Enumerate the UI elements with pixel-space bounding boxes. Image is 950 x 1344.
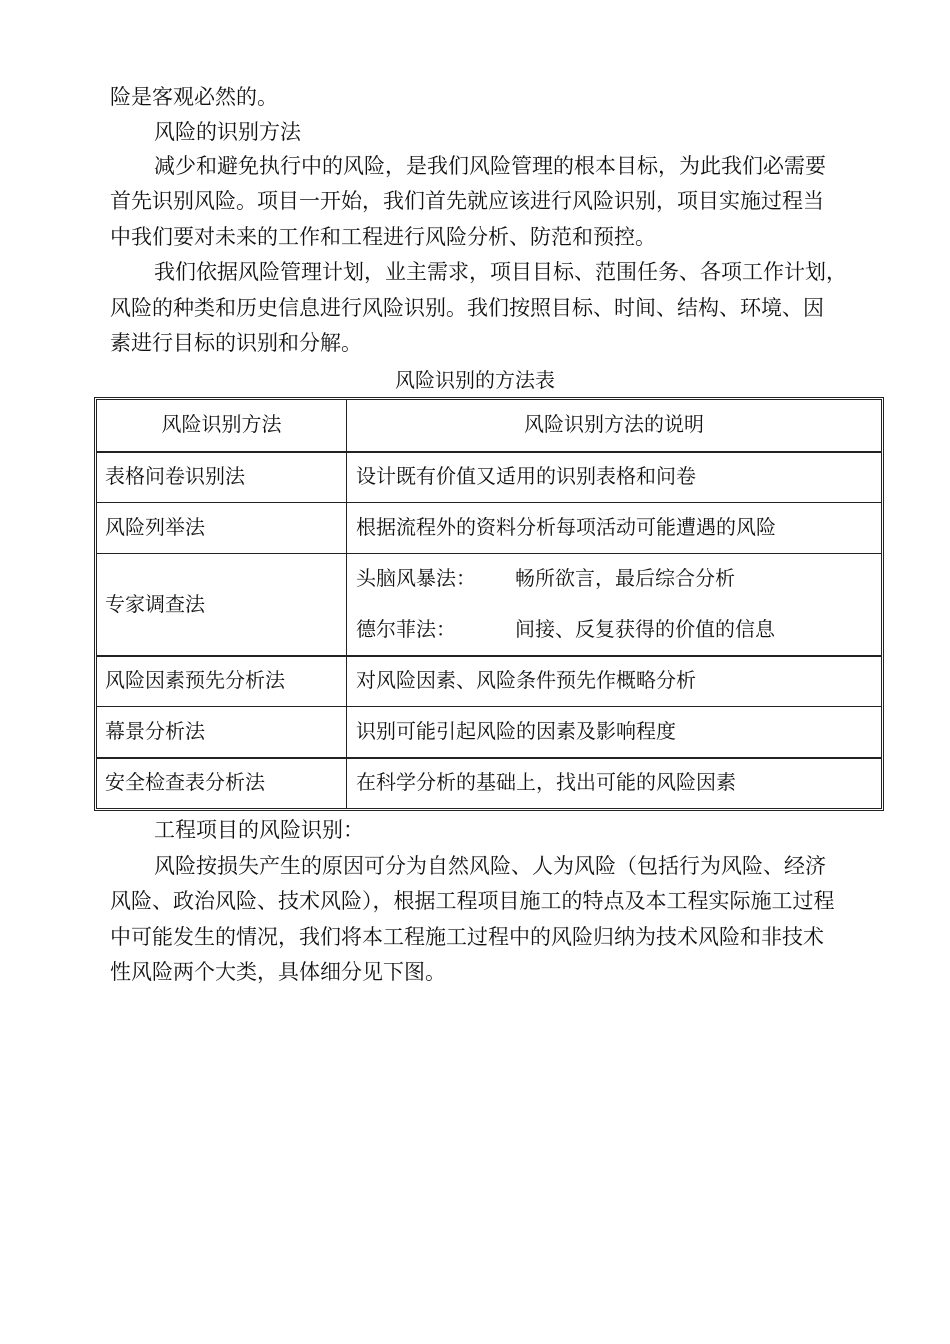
table-cell-desc: 在科学分析的基础上，找出可能的风险因素	[356, 770, 736, 794]
column-divider	[346, 400, 347, 808]
paragraph-line: 减少和避免执行中的风险，是我们风险管理的根本目标，为此我们必需要	[154, 154, 826, 178]
table-cell-desc: 根据流程外的资料分析每项活动可能遭遇的风险	[356, 515, 776, 539]
paragraph-line: 中可能发生的情况，我们将本工程施工过程中的风险归纳为技术风险和非技术	[110, 925, 824, 949]
row-divider	[97, 553, 881, 554]
paragraph-line: 首先识别风险。项目一开始，我们首先就应该进行风险识别，项目实施过程当	[110, 189, 824, 213]
risk-method-table	[94, 397, 884, 811]
row-divider	[97, 451, 881, 453]
paragraph-line: 性风险两个大类，具体细分见下图。	[110, 960, 446, 984]
row-divider	[97, 655, 881, 657]
table-header-desc: 风险识别方法的说明	[524, 412, 704, 436]
table-cell-subdesc: 畅所欲言，最后综合分析	[515, 566, 735, 590]
paragraph-line: 素进行目标的识别和分解。	[110, 331, 362, 355]
section-heading: 工程项目的风险识别：	[154, 818, 364, 842]
table-cell-method: 表格问卷识别法	[105, 464, 245, 488]
table-cell-subdesc: 间接、反复获得的价值的信息	[515, 617, 775, 641]
table-caption: 风险识别的方法表	[395, 368, 555, 392]
row-divider	[97, 757, 881, 759]
paragraph-line: 我们依据风险管理计划，业主需求，项目目标、范围任务、各项工作计划，	[154, 260, 847, 284]
table-cell-desc: 对风险因素、风险条件预先作概略分析	[356, 668, 696, 692]
table-cell-method: 风险列举法	[105, 515, 205, 539]
table-cell-desc: 设计既有价值又适用的识别表格和问卷	[356, 464, 696, 488]
table-cell-subname: 德尔菲法：	[356, 617, 456, 641]
table-cell-method: 风险因素预先分析法	[105, 668, 285, 692]
paragraph-line: 风险的种类和历史信息进行风险识别。我们按照目标、时间、结构、环境、因	[110, 296, 824, 320]
table-header-method: 风险识别方法	[161, 412, 282, 436]
paragraph-line: 中我们要对未来的工作和工程进行风险分析、防范和预控。	[110, 225, 656, 249]
table-cell-method: 专家调查法	[105, 592, 205, 616]
paragraph-line: 风险按损失产生的原因可分为自然风险、人为风险（包括行为风险、经济	[154, 854, 826, 878]
table-cell-method: 幕景分析法	[105, 719, 205, 743]
table-cell-subname: 头脑风暴法：	[356, 566, 476, 590]
table-cell-method: 安全检查表分析法	[105, 770, 265, 794]
row-divider	[97, 706, 881, 707]
paragraph-line: 险是客观必然的。	[110, 85, 278, 109]
table-cell-desc: 识别可能引起风险的因素及影响程度	[356, 719, 676, 743]
paragraph-line: 风险、政治风险、技术风险），根据工程项目施工的特点及本工程实际施工过程	[110, 889, 835, 913]
row-divider	[97, 502, 881, 503]
section-heading: 风险的识别方法	[154, 120, 301, 144]
